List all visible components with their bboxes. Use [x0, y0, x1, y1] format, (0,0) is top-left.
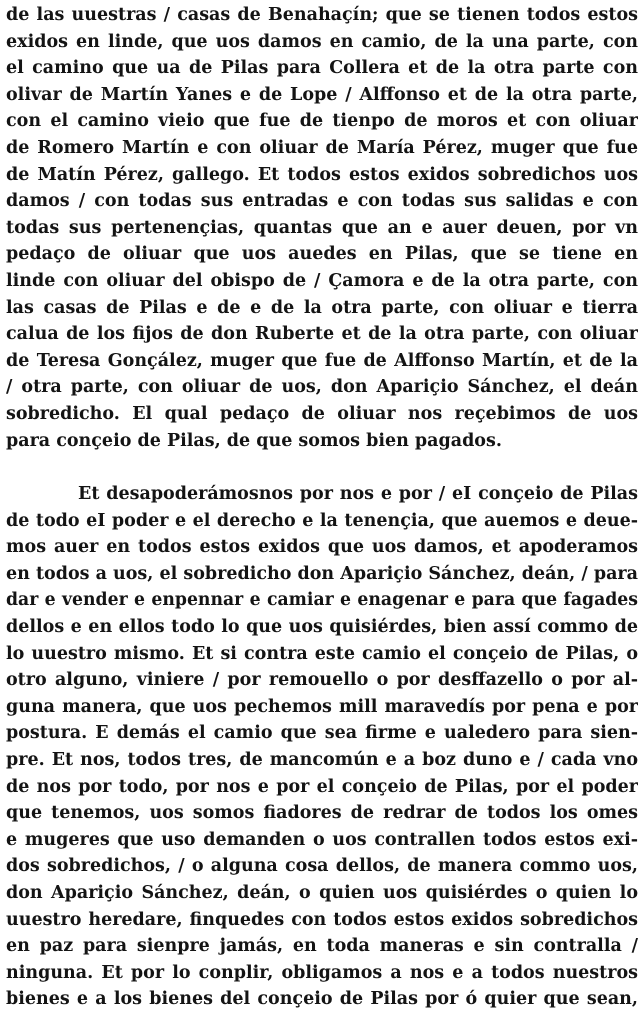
text-line: dellos e en ellos todo lo que uos quisiérdes, bien assí commo de: [6, 617, 638, 638]
text-line: e mugeres que uso demanden o uos contrallen todos estos exi-: [6, 829, 638, 850]
document-page: [6, 2, 638, 1013]
text-line: las casas de Pilas e de e de la otra parte, con oliuar e tierra: [6, 297, 638, 318]
text-line: mos auer en todos estos exidos que uos damos, et apoderamos: [6, 537, 638, 558]
text-line: don Apariçio Sánchez, deán, o quien uos quisiérdes o quien lo: [6, 883, 638, 903]
text-line: / otra parte, con oliuar de uos, don Apariçio Sánchez, el deán: [6, 377, 638, 398]
paragraph-gap: [6, 454, 638, 481]
text-line: bienes e a los bienes del conçeio de Pilas por ó quier que sean,: [6, 989, 638, 1010]
text-line-indented: Et desapoderámosnos por nos e por / eI conçeio de Pilas: [78, 484, 638, 505]
text-line: de Matín Pérez, gallego. Et todos estos exidos sobredichos uos: [6, 164, 638, 185]
text-line: guna manera, que uos pechemos mill maravedís por pena e por: [6, 696, 638, 717]
text-line: con el camino vieio que fue de tienpo de moros et con oliuar: [6, 111, 638, 132]
text-line: calua de los fijos de don Ruberte et de la otra parte, con oliuar: [6, 324, 638, 345]
text-line: olivar de Martín Yanes e de Lope / Alffonso et de la otra parte,: [6, 84, 638, 105]
paragraph-2: [6, 481, 638, 1013]
text-line: en todos a uos, el sobredicho don Apariçio Sánchez, deán, / para: [6, 563, 638, 584]
text-line: sobredicho. El qual pedaço de oliuar nos reçebimos de uos: [6, 403, 638, 424]
text-line: postura. E demás el camio que sea firme e ualedero para sien-: [6, 723, 638, 744]
text-line: de todo eI poder e el derecho e la tenençia, que auemos e deue-: [6, 510, 638, 531]
text-line: linde con oliuar del obispo de / Çamora e de la otra parte, con: [6, 270, 638, 291]
text-line: ninguna. Et por lo conplir, obligamos a nos e a todos nuestros: [6, 962, 638, 983]
text-line: en paz para sienpre jamás, en toda maneras e sin contralla /: [6, 936, 638, 957]
text-line: el camino que ua de Pilas para Collera et de la otra parte con: [6, 58, 638, 79]
text-line: que tenemos, uos somos fiadores de redrar de todos los omes: [6, 803, 638, 824]
text-line: de Teresa Gonçález, muger que fue de Alffonso Martín, et de la: [6, 350, 638, 371]
text-line: dos sobredichos, / o alguna cosa dellos, de manera commo uos,: [6, 856, 638, 877]
text-line-last: para conçeio de Pilas, de que somos bien pagados.: [6, 430, 502, 451]
text-line: lo uuestro mismo. Et si contra este camio el conçeio de Pilas, o: [6, 643, 638, 664]
text-line: pedaço de oliuar que uos auedes en Pilas, que se tiene en: [6, 244, 638, 265]
text-line: pre. Et nos, todos tres, de mancomún e a boz duno e / cada vno: [6, 750, 638, 771]
paragraph-1: [6, 2, 638, 454]
text-line: todas sus pertenençias, quantas que an e auer deuen, por vn: [6, 217, 638, 238]
text-line: damos / con todas sus entradas e con todas sus salidas e con: [6, 191, 638, 212]
text-line: exidos en linde, que uos damos en camio, de la una parte, con: [6, 31, 638, 52]
text-line: de nos por todo, por nos e por el conçeio de Pilas, por el poder: [6, 776, 638, 797]
text-line: dar e vender e enpennar e camiar e enagenar e para que fagades: [6, 590, 638, 611]
text-line: de Romero Martín e con oliuar de María Pérez, muger que fue: [6, 137, 638, 158]
text-line: uuestro heredare, finquedes con todos estos exidos sobredichos: [6, 909, 638, 930]
text-line: de las uuestras / casas de Benahaçín; que se tienen todos estos: [6, 5, 638, 25]
text-line: otro alguno, viniere / por remouello o por desffazello o por al-: [6, 670, 638, 691]
